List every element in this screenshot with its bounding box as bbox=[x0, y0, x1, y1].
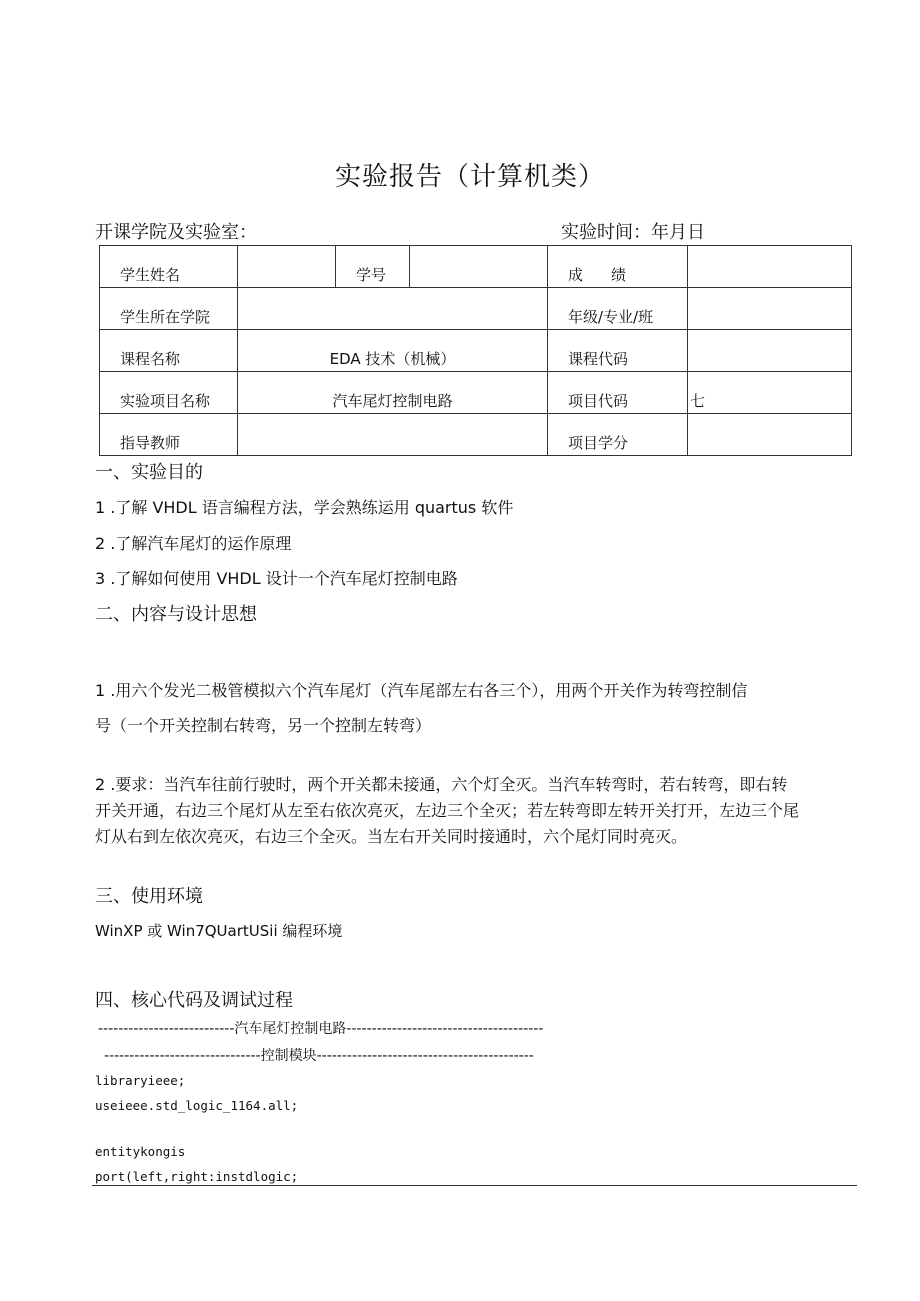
student-name-value bbox=[238, 246, 336, 288]
course-code-value bbox=[688, 330, 852, 372]
page-bottom-rule bbox=[92, 1185, 857, 1186]
code-line-4: port(left,right:instdlogic; bbox=[95, 1169, 299, 1184]
grade-value bbox=[688, 246, 852, 288]
credits-label: 项目学分 bbox=[548, 414, 688, 456]
page-title: 实验报告（计算机类） bbox=[334, 162, 605, 192]
student-id-label: 学号 bbox=[336, 246, 410, 288]
purpose-item-1: 1 .了解 VHDL 语言编程方法，学会熟练运用 quartus 软件 bbox=[95, 498, 514, 517]
section-2-title: 二、内容与设计思想 bbox=[95, 604, 257, 625]
section-4-title: 四、核心代码及调试过程 bbox=[95, 990, 293, 1011]
design-p2-line2: 开关开通，右边三个尾灯从左至右依次亮灭，左边三个全灭；若左转弯即左转开关打开，左边三个尾 bbox=[95, 801, 800, 820]
section-3-title: 三、使用环境 bbox=[95, 886, 203, 907]
design-p1-line2: 号（一个开关控制右转弯，另一个控制左转弯） bbox=[95, 716, 432, 735]
section-1-title: 一、实验目的 bbox=[95, 462, 203, 483]
class-value bbox=[688, 288, 852, 330]
environment-text: WinXP 或 Win7QUartUSii 编程环境 bbox=[95, 922, 343, 940]
design-p1-line1: 1 .用六个发光二极管模拟六个汽车尾灯（汽车尾部左右各三个），用两个开关作为转弯控制信 bbox=[95, 681, 748, 700]
course-code-label: 课程代码 bbox=[548, 330, 688, 372]
project-name-value: 汽车尾灯控制电路 bbox=[238, 372, 548, 414]
design-p2-line1: 2 .要求：当汽车往前行驶时，两个开关都未接通，六个灯全灭。当汽车转弯时，若右转弯，即右转 bbox=[95, 775, 788, 794]
code-divider-1: ---------------------------汽车尾灯控制电路--------------------------------------- bbox=[98, 1021, 544, 1037]
credits-value bbox=[688, 414, 852, 456]
college-field-value bbox=[238, 288, 548, 330]
grade-label-text: 成绩 bbox=[568, 266, 655, 284]
project-code-label: 项目代码 bbox=[548, 372, 688, 414]
course-name-label: 课程名称 bbox=[100, 330, 238, 372]
info-table bbox=[99, 245, 852, 456]
design-p2-line3: 灯从右到左依次亮灭，右边三个全灭。当左右开关同时接通时，六个尾灯同时亮灭。 bbox=[95, 827, 688, 846]
code-line-3: entitykongis bbox=[95, 1144, 186, 1159]
project-code-value: 七 bbox=[688, 372, 852, 414]
course-name-value: EDA 技术（机械） bbox=[238, 330, 548, 372]
advisor-value bbox=[238, 414, 548, 456]
class-label: 年级/专业/班 bbox=[548, 288, 688, 330]
project-name-label: 实验项目名称 bbox=[100, 372, 238, 414]
code-line-2: useieee.std_logic_1164.all; bbox=[95, 1098, 299, 1113]
time-label: 实验时间：年月日 bbox=[561, 222, 705, 243]
student-id-value bbox=[410, 246, 548, 288]
purpose-item-3: 3 .了解如何使用 VHDL 设计一个汽车尾灯控制电路 bbox=[95, 569, 458, 588]
code-line-1: libraryieee; bbox=[95, 1073, 186, 1088]
college-field-label: 学生所在学院 bbox=[100, 288, 238, 330]
advisor-label: 指导教师 bbox=[100, 414, 238, 456]
purpose-item-2: 2 .了解汽车尾灯的运作原理 bbox=[95, 534, 292, 553]
code-divider-2: -------------------------------控制模块------------------------------------------- bbox=[104, 1048, 534, 1064]
college-label: 开课学院及实验室： bbox=[95, 222, 257, 243]
student-name-label: 学生姓名 bbox=[100, 246, 238, 288]
grade-label bbox=[548, 246, 688, 288]
